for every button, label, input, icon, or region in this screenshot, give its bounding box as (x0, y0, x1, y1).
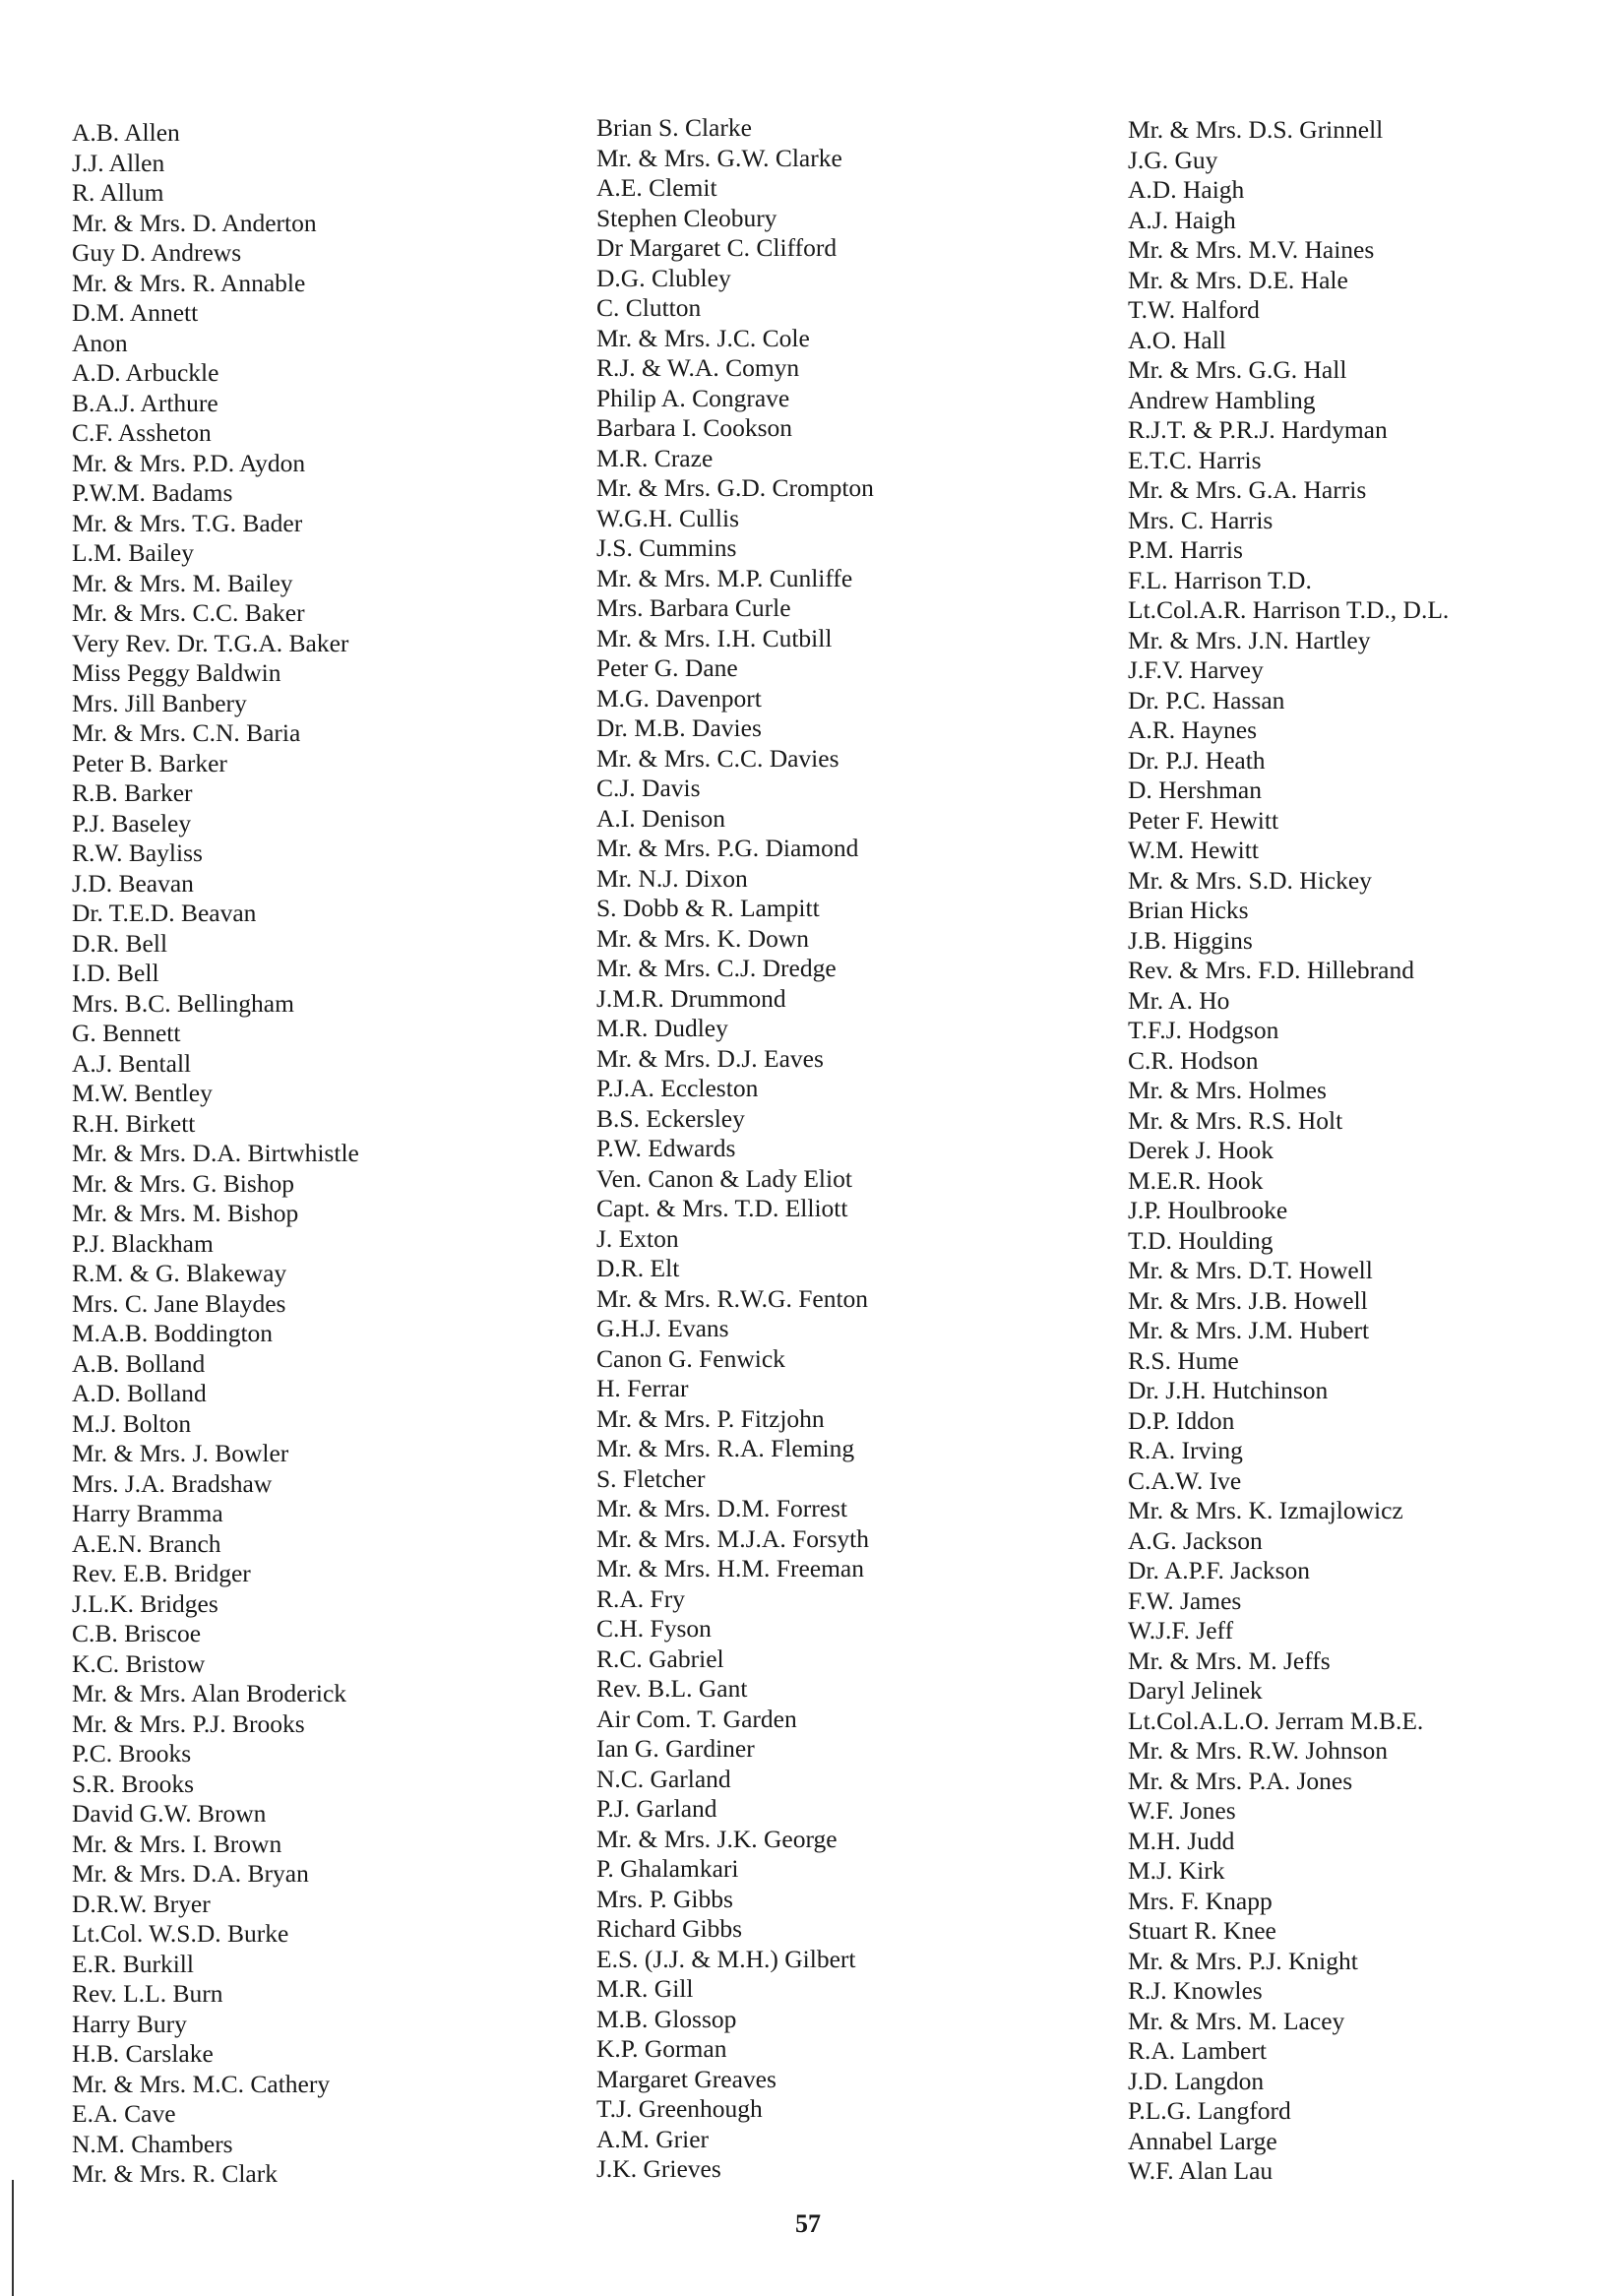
list-item: Mr. & Mrs. G.W. Clarke (596, 143, 842, 172)
list-item: Ian G. Gardiner (596, 1734, 755, 1763)
list-item: M.J. Kirk (1128, 1856, 1225, 1885)
list-item: C.F. Assheton (72, 418, 212, 447)
list-item: C.H. Fyson (596, 1614, 712, 1643)
list-item: G.H.J. Evans (596, 1314, 729, 1342)
list-item: Mr. & Mrs. Holmes (1128, 1076, 1327, 1104)
list-item: W.J.F. Jeff (1128, 1616, 1234, 1644)
list-item: Harry Bramma (72, 1499, 223, 1527)
list-item: Mr. A. Ho (1128, 985, 1230, 1015)
list-item: P.L.G. Langford (1128, 2096, 1291, 2125)
list-item: M.E.R. Hook (1128, 1165, 1264, 1195)
list-item: J.D. Beavan (72, 868, 194, 898)
name-column-3 (1128, 115, 1449, 2187)
list-item: W.G.H. Cullis (596, 503, 739, 532)
list-item: Mr. & Mrs. M.P. Cunliffe (596, 563, 853, 592)
list-item: B.S. Eckersley (596, 1103, 745, 1133)
list-item: Mr. & Mrs. K. Izmajlowicz (1128, 1496, 1403, 1524)
list-item: R.S. Hume (1128, 1345, 1239, 1375)
margin-rule (12, 2180, 14, 2296)
list-item: Mr. & Mrs. P.G. Diamond (596, 834, 859, 862)
list-item: M.A.B. Boddington (72, 1319, 274, 1347)
list-item: Mr. & Mrs. R. Annable (72, 268, 306, 297)
list-item: Mr. & Mrs. J.C. Cole (596, 323, 810, 352)
list-item: Mr. & Mrs. G.A. Harris (1128, 475, 1367, 504)
list-item: Rev. L.L. Burn (72, 1979, 223, 2008)
list-item: E.T.C. Harris (1128, 445, 1262, 474)
list-item: S. Fletcher (596, 1463, 706, 1493)
list-item: I.D. Bell (72, 959, 159, 987)
list-item: D.R. Bell (72, 928, 168, 958)
list-item: J.J. Allen (72, 148, 165, 177)
list-item: C.J. Davis (596, 774, 701, 802)
list-item: Mr. & Mrs. D.M. Forrest (596, 1494, 848, 1522)
list-item: Stephen Cleobury (596, 203, 777, 232)
list-item: Mr. & Mrs. H.M. Freeman (596, 1554, 864, 1582)
list-item: Mr. & Mrs. M.J.A. Forsyth (596, 1523, 870, 1553)
list-item: R. Allum (72, 178, 164, 207)
list-item: Peter B. Barker (72, 748, 227, 777)
list-item: Miss Peggy Baldwin (72, 658, 281, 687)
list-item: J.G. Guy (1128, 145, 1218, 174)
list-item: A.O. Hall (1128, 325, 1226, 354)
list-item: Philip A. Congrave (596, 383, 790, 412)
list-item: Brian Hicks (1128, 896, 1249, 924)
list-item: C.B. Briscoe (72, 1619, 202, 1647)
list-item: R.A. Lambert (1128, 2036, 1267, 2065)
list-item: J.M.R. Drummond (596, 983, 786, 1013)
list-item: C.R. Hodson (1128, 1045, 1259, 1075)
list-item: Mrs. J.A. Bradshaw (72, 1468, 273, 1498)
list-item: Mr. & Mrs. M. Jeffs (1128, 1645, 1331, 1675)
list-item: Mr. & Mrs. G.G. Hall (1128, 355, 1347, 384)
list-item: D.P. Iddon (1128, 1405, 1235, 1435)
list-item: M.R. Dudley (596, 1014, 728, 1042)
list-item: D. Hershman (1128, 776, 1262, 804)
list-item: Lt.Col. W.S.D. Burke (72, 1919, 289, 1948)
name-column-2 (596, 113, 874, 2185)
list-item: N.C. Garland (596, 1764, 731, 1793)
list-item: P.C. Brooks (72, 1739, 192, 1768)
list-item: Mr. & Mrs. D. Anderton (72, 208, 317, 237)
list-item: Anon (72, 328, 128, 357)
list-item: A.G. Jackson (1128, 1525, 1263, 1555)
list-item: T.W. Halford (1128, 295, 1260, 324)
list-item: Mr. & Mrs. M. Bishop (72, 1199, 299, 1227)
list-item: Mr. & Mrs. Alan Broderick (72, 1679, 347, 1707)
list-item: Mrs. P. Gibbs (596, 1884, 733, 1913)
list-item: J.D. Langdon (1128, 2066, 1265, 2095)
list-item: Mr. & Mrs. G. Bishop (72, 1168, 294, 1198)
list-item: Mr. & Mrs. P.D. Aydon (72, 448, 306, 477)
list-item: A.I. Denison (596, 803, 726, 833)
list-item: R.J. & W.A. Comyn (596, 353, 800, 382)
list-item: P.W. Edwards (596, 1134, 736, 1162)
list-item: P.J. Garland (596, 1794, 717, 1823)
list-item: D.G. Clubley (596, 263, 731, 292)
list-item: Dr. P.J. Heath (1128, 745, 1266, 775)
list-item: Ven. Canon & Lady Eliot (596, 1163, 852, 1193)
list-item: S. Dobb & R. Lampitt (596, 894, 820, 922)
list-item: Mr. & Mrs. D.S. Grinnell (1128, 115, 1384, 144)
list-item: Mr. & Mrs. S.D. Hickey (1128, 865, 1372, 895)
list-item: J.P. Houlbrooke (1128, 1196, 1288, 1224)
list-item: M.R. Gill (596, 1974, 694, 2003)
list-item: Derek J. Hook (1128, 1136, 1274, 1164)
list-item: E.A. Cave (72, 2099, 176, 2128)
list-item: K.C. Bristow (72, 1648, 206, 1678)
list-item: B.A.J. Arthure (72, 388, 218, 417)
list-item: P.M. Harris (1128, 535, 1243, 564)
list-item: Mrs. C. Jane Blaydes (72, 1288, 286, 1318)
list-item: Mr. & Mrs. I. Brown (72, 1829, 282, 1858)
list-item: J. Exton (596, 1223, 679, 1253)
list-item: Mr. & Mrs. R.W. Johnson (1128, 1736, 1389, 1765)
list-item: Mr. & Mrs. M. Bailey (72, 568, 293, 597)
list-item: W.F. Alan Lau (1128, 2156, 1274, 2185)
list-item: Mr. & Mrs. R.W.G. Fenton (596, 1283, 869, 1313)
list-item: Air Com. T. Garden (596, 1704, 797, 1733)
list-item: Mr. & Mrs. D.T. Howell (1128, 1256, 1373, 1284)
list-item: Lt.Col.A.R. Harrison T.D., D.L. (1128, 595, 1450, 624)
list-item: A.J. Bentall (72, 1048, 192, 1078)
list-item: Stuart R. Knee (1128, 1916, 1276, 1945)
list-item: Mr. & Mrs. R.S. Holt (1128, 1105, 1343, 1135)
list-item: Mr. & Mrs. P.J. Brooks (72, 1708, 305, 1738)
list-item: Rev. & Mrs. F.D. Hillebrand (1128, 956, 1414, 984)
list-item: Mr. & Mrs. T.G. Bader (72, 508, 303, 537)
list-item: Dr. T.E.D. Beavan (72, 899, 257, 927)
list-item: Annabel Large (1128, 2126, 1277, 2155)
page-number: 57 (795, 2209, 821, 2238)
list-item: E.S. (J.J. & M.H.) Gilbert (596, 1944, 856, 1973)
list-item: A.B. Bolland (72, 1348, 206, 1378)
list-item: C. Clutton (596, 293, 702, 322)
list-item: Mr. & Mrs. M.V. Haines (1128, 235, 1375, 264)
list-item: Mr. & Mrs. C.C. Davies (596, 743, 839, 773)
list-item: A.J. Haigh (1128, 205, 1236, 234)
list-item: Mr. & Mrs. I.H. Cutbill (596, 623, 833, 652)
list-item: Mr. N.J. Dixon (596, 863, 748, 893)
list-item: Mr. & Mrs. J.B. Howell (1128, 1285, 1368, 1315)
list-item: Mr. & Mrs. J. Bowler (72, 1439, 289, 1467)
list-item: R.M. & G. Blakeway (72, 1259, 287, 1287)
list-item: J.L.K. Bridges (72, 1588, 218, 1618)
list-item: Guy D. Andrews (72, 238, 242, 267)
list-item: Mr. & Mrs. D.E. Hale (1128, 265, 1348, 294)
name-column-1 (72, 118, 359, 2190)
list-item: R.J.T. & P.R.J. Hardyman (1128, 415, 1388, 444)
list-item: Dr Margaret C. Clifford (596, 233, 838, 262)
list-item: Mr. & Mrs. C.J. Dredge (596, 954, 837, 982)
list-item: H. Ferrar (596, 1374, 689, 1402)
list-item: Mr. & Mrs. D.A. Birtwhistle (72, 1139, 359, 1167)
list-item: W.F. Jones (1128, 1796, 1236, 1825)
list-item: Mr. & Mrs. P. Fitzjohn (596, 1403, 825, 1433)
list-item: Canon G. Fenwick (596, 1343, 785, 1373)
list-item: M.R. Craze (596, 443, 714, 472)
list-item: S.R. Brooks (72, 1769, 194, 1798)
list-item: R.A. Fry (596, 1583, 685, 1613)
list-item: Mr. & Mrs. P.A. Jones (1128, 1766, 1353, 1795)
list-item: Mr. & Mrs. K. Down (596, 923, 810, 953)
list-item: Andrew Hambling (1128, 385, 1316, 414)
list-item: Mr. & Mrs. D.J. Eaves (596, 1043, 824, 1073)
list-item: D.R.W. Bryer (72, 1889, 211, 1918)
list-item: A.B. Allen (72, 118, 180, 147)
list-item: K.P. Gorman (596, 2034, 727, 2063)
list-item: Mr. & Mrs. J.M. Hubert (1128, 1316, 1370, 1344)
list-item: Peter G. Dane (596, 653, 738, 682)
list-item: A.D. Bolland (72, 1379, 207, 1407)
list-item: A.D. Haigh (1128, 175, 1245, 204)
list-item: Dr. J.H. Hutchinson (1128, 1376, 1329, 1404)
list-item: Mrs. C. Harris (1128, 505, 1274, 534)
list-item: R.J. Knowles (1128, 1976, 1263, 2005)
list-item: J.K. Grieves (596, 2154, 721, 2183)
list-item: Richard Gibbs (596, 1914, 743, 1943)
list-item: M.J. Bolton (72, 1408, 192, 1438)
list-item: Mr. & Mrs. R. Clark (72, 2159, 278, 2188)
list-item: Brian S. Clarke (596, 113, 752, 142)
list-item: David G.W. Brown (72, 1799, 267, 1828)
list-item: F.L. Harrison T.D. (1128, 565, 1312, 594)
list-item: Lt.Col.A.L.O. Jerram M.B.E. (1128, 1706, 1424, 1735)
list-item: M.B. Glossop (596, 2004, 737, 2033)
list-item: T.J. Greenhough (596, 2094, 763, 2123)
list-item: Mr. & Mrs. G.D. Crompton (596, 473, 874, 502)
list-item: Mr. & Mrs. M.C. Cathery (72, 2069, 331, 2098)
list-item: E.R. Burkill (72, 1949, 194, 1978)
list-item: Capt. & Mrs. T.D. Elliott (596, 1194, 848, 1222)
list-item: A.R. Haynes (1128, 715, 1258, 744)
list-item: Dr. M.B. Davies (596, 714, 762, 742)
list-item: M.W. Bentley (72, 1079, 213, 1107)
list-item: P.J. Blackham (72, 1228, 214, 1258)
list-item: Mrs. B.C. Bellingham (72, 988, 294, 1018)
list-item: Rev. B.L. Gant (596, 1674, 748, 1703)
list-item: W.M. Hewitt (1128, 836, 1259, 864)
list-item: J.S. Cummins (596, 533, 737, 562)
list-item: A.M. Grier (596, 2124, 710, 2153)
list-item: R.W. Bayliss (72, 838, 203, 867)
list-item: D.R. Elt (596, 1254, 680, 1282)
list-item: Mr. & Mrs. R.A. Fleming (596, 1434, 855, 1462)
list-item: Dr. P.C. Hassan (1128, 685, 1285, 714)
list-item: P.J. Baseley (72, 808, 192, 838)
list-item: Mr. & Mrs. C.C. Baker (72, 598, 305, 627)
list-item: Peter F. Hewitt (1128, 805, 1279, 835)
list-item: J.F.V. Harvey (1128, 655, 1264, 684)
list-item: G. Bennett (72, 1019, 181, 1047)
list-item: D.M. Annett (72, 298, 199, 327)
list-item: M.G. Davenport (596, 683, 762, 713)
list-item: Daryl Jelinek (1128, 1676, 1263, 1705)
list-item: M.H. Judd (1128, 1826, 1235, 1855)
list-item: Very Rev. Dr. T.G.A. Baker (72, 628, 349, 657)
list-item: A.E. Clemit (596, 173, 717, 202)
list-item: C.A.W. Ive (1128, 1465, 1242, 1495)
list-item: T.F.J. Hodgson (1128, 1016, 1279, 1044)
list-item: H.B. Carslake (72, 2039, 214, 2068)
list-item: F.W. James (1128, 1585, 1242, 1615)
list-item: Harry Bury (72, 2009, 187, 2038)
list-item: Rev. E.B. Bridger (72, 1559, 251, 1587)
list-item: P.W.M. Badams (72, 478, 233, 507)
list-item: Mr. & Mrs. P.J. Knight (1128, 1946, 1358, 1975)
list-item: Margaret Greaves (596, 2064, 777, 2093)
list-item: Dr. A.P.F. Jackson (1128, 1556, 1310, 1584)
list-item: Mrs. Barbara Curle (596, 593, 791, 622)
list-item: R.H. Birkett (72, 1108, 196, 1138)
list-item: A.D. Arbuckle (72, 358, 219, 387)
list-item: R.B. Barker (72, 778, 193, 807)
list-item: T.D. Houlding (1128, 1225, 1274, 1255)
list-item: A.E.N. Branch (72, 1528, 221, 1558)
list-item: N.M. Chambers (72, 2129, 233, 2158)
list-item: Mr. & Mrs. J.K. George (596, 1824, 838, 1853)
list-item: R.C. Gabriel (596, 1644, 724, 1673)
list-item: Mrs. F. Knapp (1128, 1886, 1273, 1915)
list-item: R.A. Irving (1128, 1436, 1243, 1464)
list-item: Mr. & Mrs. M. Lacey (1128, 2006, 1345, 2035)
list-item: Mr. & Mrs. D.A. Bryan (72, 1859, 309, 1888)
list-item: Mrs. Jill Banbery (72, 688, 247, 717)
list-item: P. Ghalamkari (596, 1854, 739, 1883)
list-item: L.M. Bailey (72, 538, 194, 567)
list-item: J.B. Higgins (1128, 925, 1253, 955)
list-item: P.J.A. Eccleston (596, 1074, 759, 1102)
list-item: Mr. & Mrs. J.N. Hartley (1128, 625, 1371, 654)
list-item: Barbara I. Cookson (596, 413, 792, 442)
list-item: Mr. & Mrs. C.N. Baria (72, 718, 301, 747)
